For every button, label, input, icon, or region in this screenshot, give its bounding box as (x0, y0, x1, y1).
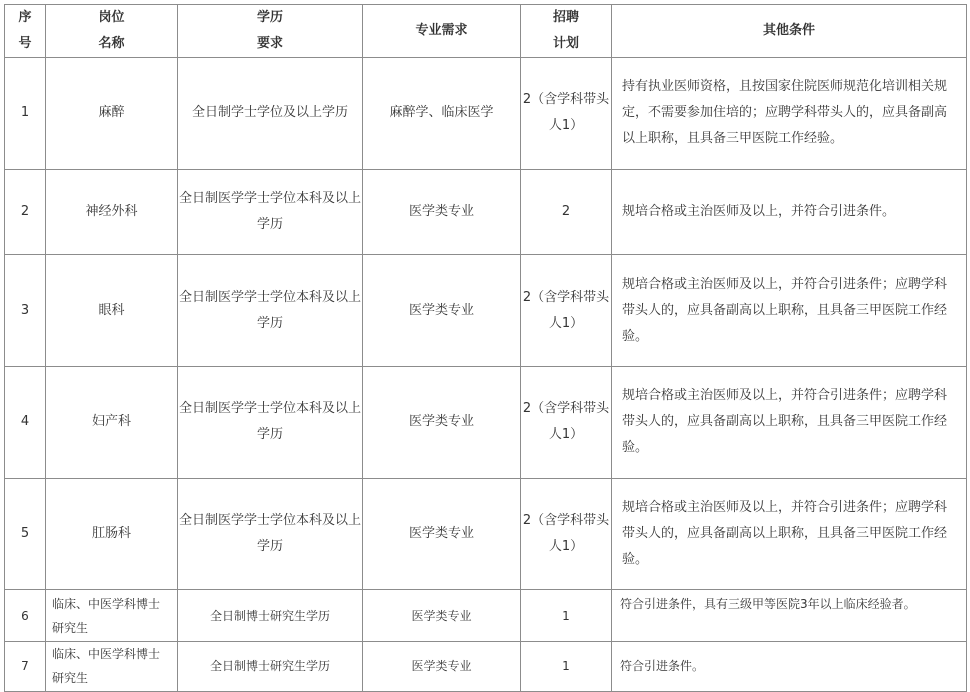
cell-position: 肛肠科 (46, 478, 178, 590)
cell-education: 全日制医学学士学位本科及以上学历 (178, 478, 363, 590)
cell-no: 1 (5, 58, 46, 170)
header-position-line1: 岗位 (98, 10, 125, 25)
header-education (178, 5, 363, 58)
cell-plan: 2（含学科带头人1） (521, 255, 612, 367)
cell-plan: 2（含学科带头人1） (521, 478, 612, 590)
table-row (5, 255, 967, 367)
table-row (5, 590, 967, 641)
cell-position: 眼科 (46, 255, 178, 367)
cell-major: 医学类专业 (363, 366, 521, 478)
header-row (5, 5, 967, 58)
cell-plan: 1 (521, 590, 612, 641)
table-body-doctoral (5, 590, 967, 692)
cell-major: 医学类专业 (363, 169, 521, 255)
header-plan-line1: 招聘 (552, 10, 579, 25)
table-row (5, 58, 967, 170)
cell-plan: 1 (521, 641, 612, 691)
table-body-main (5, 58, 967, 590)
recruitment-table (4, 4, 967, 692)
table-row (5, 169, 967, 255)
cell-no: 5 (5, 478, 46, 590)
cell-conditions: 符合引进条件，具有三级甲等医院3年以上临床经验者。 (612, 590, 967, 641)
cell-no: 2 (5, 169, 46, 255)
header-plan-line2: 计划 (552, 36, 579, 51)
cell-education: 全日制医学学士学位本科及以上学历 (178, 255, 363, 367)
cell-conditions: 规培合格或主治医师及以上，并符合引进条件；应聘学科带头人的，应具备副高以上职称，且具备三甲医院工作经验。 (612, 478, 967, 590)
header-no (5, 5, 46, 58)
header-position-line2: 名称 (98, 36, 125, 51)
cell-major: 医学类专业 (363, 641, 521, 691)
cell-major: 麻醉学、临床医学 (363, 58, 521, 170)
cell-position: 临床、中医学科博士研究生 (46, 590, 178, 641)
header-conditions: 其他条件 (612, 5, 967, 58)
cell-education: 全日制博士研究生学历 (178, 641, 363, 691)
cell-conditions: 持有执业医师资格，且按国家住院医师规范化培训相关规定，不需要参加住培的；应聘学科带头人的，应具备副高以上职称，且具备三甲医院工作经验。 (612, 58, 967, 170)
header-plan (521, 5, 612, 58)
header-position (46, 5, 178, 58)
header-education-line2: 要求 (256, 36, 283, 51)
header-major: 专业需求 (363, 5, 521, 58)
cell-education: 全日制医学学士学位本科及以上学历 (178, 366, 363, 478)
header-education-line1: 学历 (256, 10, 283, 25)
table-header (5, 5, 967, 58)
cell-plan: 2 (521, 169, 612, 255)
cell-education: 全日制博士研究生学历 (178, 590, 363, 641)
cell-no: 6 (5, 590, 46, 641)
cell-no: 3 (5, 255, 46, 367)
cell-education: 全日制医学学士学位本科及以上学历 (178, 169, 363, 255)
cell-conditions: 规培合格或主治医师及以上，并符合引进条件。 (612, 169, 967, 255)
cell-conditions: 规培合格或主治医师及以上，并符合引进条件；应聘学科带头人的，应具备副高以上职称，且具备三甲医院工作经验。 (612, 366, 967, 478)
table-row (5, 366, 967, 478)
cell-position: 临床、中医学科博士研究生 (46, 641, 178, 691)
cell-education: 全日制学士学位及以上学历 (178, 58, 363, 170)
table-row (5, 478, 967, 590)
cell-major: 医学类专业 (363, 255, 521, 367)
cell-plan: 2（含学科带头人1） (521, 58, 612, 170)
cell-position: 麻醉 (46, 58, 178, 170)
cell-position: 神经外科 (46, 169, 178, 255)
cell-conditions: 规培合格或主治医师及以上，并符合引进条件；应聘学科带头人的，应具备副高以上职称，且具备三甲医院工作经验。 (612, 255, 967, 367)
cell-no: 7 (5, 641, 46, 691)
cell-major: 医学类专业 (363, 478, 521, 590)
header-no-line1: 序 (18, 10, 32, 25)
cell-major: 医学类专业 (363, 590, 521, 641)
cell-position: 妇产科 (46, 366, 178, 478)
header-no-line2: 号 (18, 36, 32, 51)
cell-no: 4 (5, 366, 46, 478)
cell-plan: 2（含学科带头人1） (521, 366, 612, 478)
table-row (5, 641, 967, 691)
cell-conditions: 符合引进条件。 (612, 641, 967, 691)
